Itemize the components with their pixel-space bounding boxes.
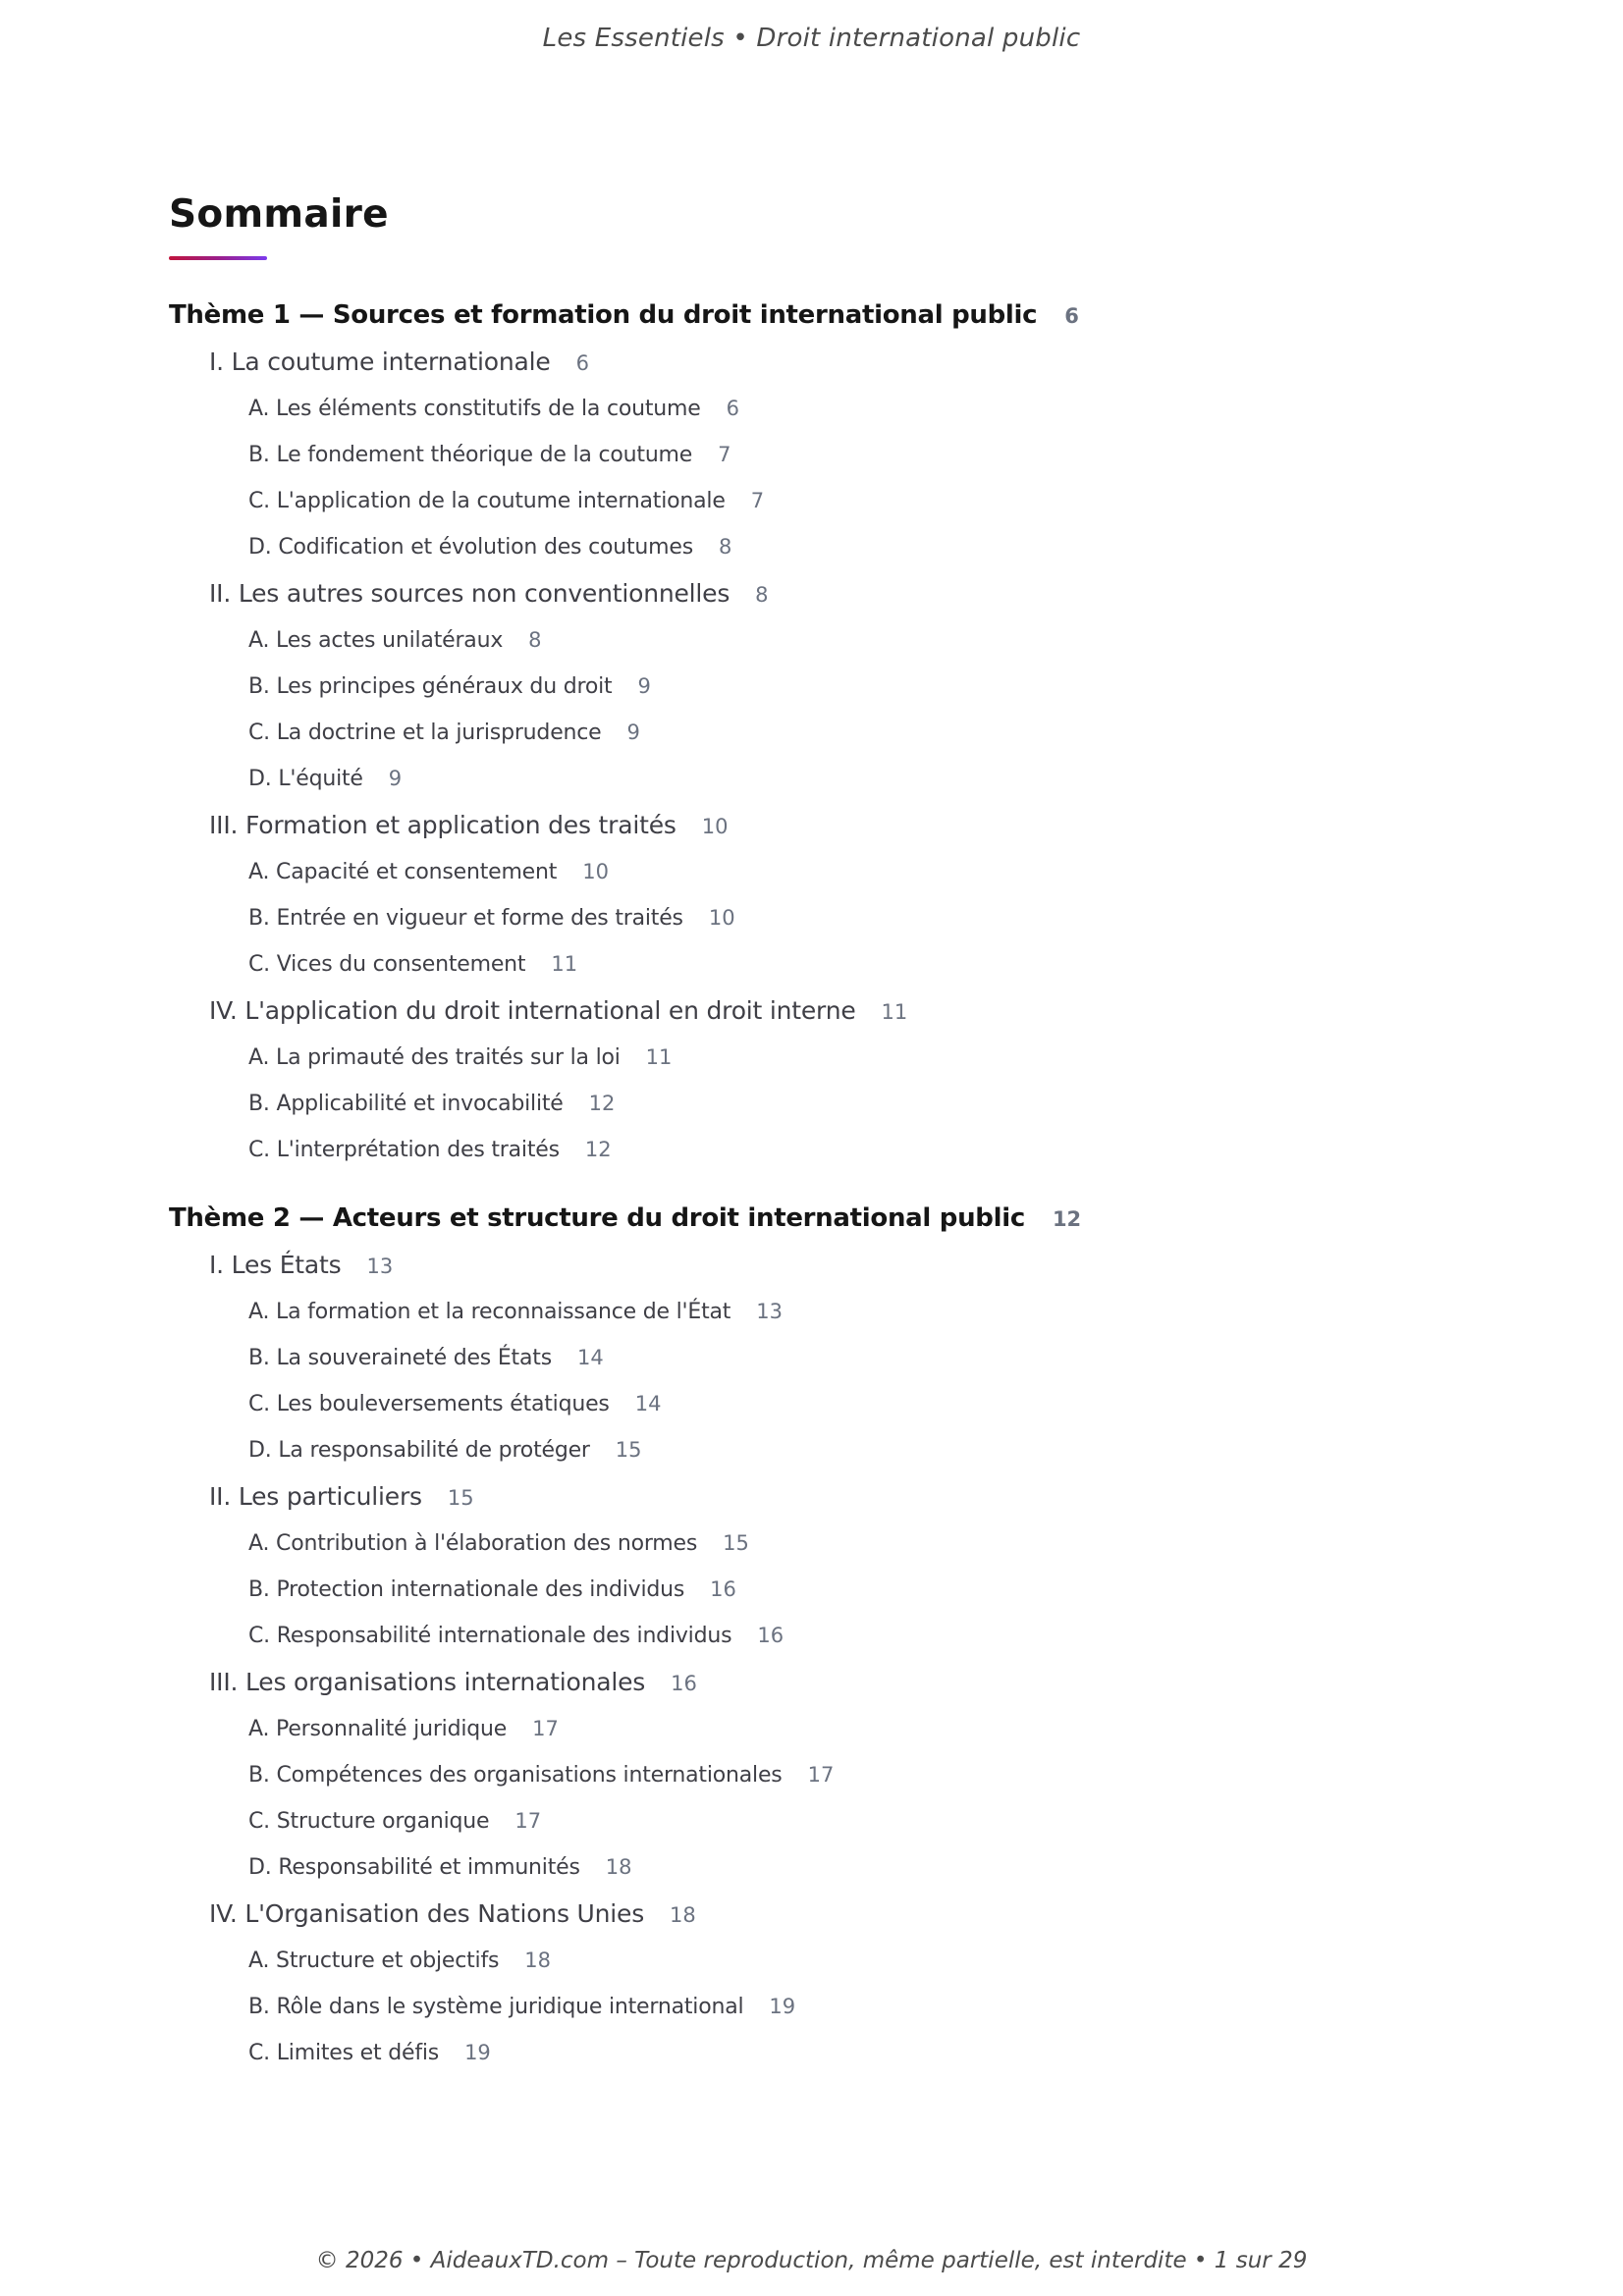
toc-section[interactable] [169, 1660, 1445, 1707]
toc-subsection-label: C. Vices du consentement [248, 952, 526, 977]
toc-theme-2[interactable] [169, 1203, 1445, 1243]
toc-theme-label: Thème 1 — Sources et formation du droit international public [169, 300, 1038, 330]
toc-subsection-label: B. Applicabilité et invocabilité [248, 1092, 564, 1116]
toc-subsection[interactable] [169, 1799, 1445, 1845]
toc-page-number: 6 [575, 351, 589, 375]
toc-page-number: 18 [670, 1903, 696, 1927]
toc-subsection-label: C. La doctrine et la jurisprudence [248, 721, 602, 745]
toc-subsection[interactable] [169, 1382, 1445, 1428]
toc-page-number: 14 [634, 1392, 662, 1415]
toc-page-number: 16 [757, 1624, 784, 1647]
toc-section-label: II. Les autres sources non conventionnelles [209, 579, 730, 608]
toc-subsection[interactable] [169, 479, 1445, 525]
toc-page-number: 14 [576, 1346, 604, 1369]
toc-page-number: 11 [645, 1045, 673, 1069]
toc-section[interactable] [169, 803, 1445, 850]
toc-page-number: 17 [514, 1809, 542, 1833]
toc-page-number: 6 [1064, 304, 1079, 328]
toc-subsection[interactable] [169, 1128, 1445, 1174]
toc-page-number: 19 [464, 2041, 491, 2064]
toc-subsection[interactable] [169, 757, 1445, 803]
toc-subsection[interactable] [169, 1753, 1445, 1799]
toc-subsection[interactable] [169, 1568, 1445, 1614]
toc-section-label: IV. L'application du droit international en droit interne [209, 996, 856, 1025]
toc-subsection[interactable] [169, 1036, 1445, 1082]
toc-subsection-label: B. Protection internationale des individus [248, 1577, 685, 1602]
toc-section[interactable] [169, 1474, 1445, 1522]
running-header: Les Essentiels • Droit international public [542, 24, 1081, 53]
toc-subsection[interactable] [169, 942, 1445, 988]
toc-page-number: 13 [366, 1255, 394, 1278]
toc-subsection-label: C. Limites et défis [248, 2041, 440, 2065]
toc-subsection[interactable] [169, 1939, 1445, 1985]
toc-subsection-label: A. Contribution à l'élaboration des normes [248, 1531, 698, 1556]
toc-section[interactable] [169, 340, 1445, 387]
toc-section-label: III. Formation et application des traités [209, 811, 676, 839]
toc-subsection[interactable] [169, 1522, 1445, 1568]
toc-subsection-label: A. La formation et la reconnaissance de l'État [248, 1300, 731, 1324]
toc-subsection-label: B. Entrée en vigueur et forme des traités [248, 906, 683, 931]
toc-section-label: III. Les organisations internationales [209, 1668, 646, 1696]
toc-page-number: 15 [723, 1531, 749, 1555]
toc-subsection-label: D. L'équité [248, 767, 363, 791]
table-of-contents [169, 300, 1445, 2077]
toc-subsection-label: B. Compétences des organisations internationales [248, 1763, 783, 1788]
toc-page-number: 9 [626, 721, 640, 744]
toc-subsection-label: A. Les éléments constitutifs de la coutume [248, 397, 701, 421]
toc-page-number: 19 [769, 1995, 796, 2018]
toc-theme-label: Thème 2 — Acteurs et structure du droit international public [169, 1203, 1025, 1233]
toc-page-number: 11 [551, 952, 578, 976]
toc-page-number: 13 [756, 1300, 783, 1323]
title-accent-underline [169, 256, 267, 260]
toc-subsection-label: B. Rôle dans le système juridique international [248, 1995, 744, 2019]
toc-page-number: 10 [582, 860, 609, 883]
toc-subsection-label: A. Capacité et consentement [248, 860, 558, 884]
toc-page-number: 18 [524, 1949, 551, 1972]
toc-subsection-label: A. Les actes unilatéraux [248, 628, 504, 653]
toc-section-label: I. La coutume internationale [209, 347, 551, 376]
toc-subsection[interactable] [169, 711, 1445, 757]
toc-page-number: 7 [718, 443, 731, 466]
toc-page-number: 6 [726, 397, 739, 420]
toc-subsection[interactable] [169, 2031, 1445, 2077]
toc-subsection[interactable] [169, 433, 1445, 479]
toc-subsection-label: D. Codification et évolution des coutumes [248, 535, 694, 560]
toc-section[interactable] [169, 1892, 1445, 1939]
toc-subsection[interactable] [169, 525, 1445, 571]
toc-section-label: IV. L'Organisation des Nations Unies [209, 1899, 645, 1928]
toc-subsection-label: B. Les principes généraux du droit [248, 674, 613, 699]
toc-page-number: 8 [719, 535, 732, 559]
toc-page-number: 17 [807, 1763, 835, 1787]
toc-page-number: 18 [605, 1855, 632, 1879]
toc-subsection-label: C. L'application de la coutume internationale [248, 489, 726, 513]
toc-page-number: 17 [532, 1717, 559, 1740]
toc-page-number: 10 [701, 815, 729, 838]
toc-subsection-label: A. Structure et objectifs [248, 1949, 500, 1973]
toc-subsection-label: C. Les bouleversements étatiques [248, 1392, 610, 1416]
toc-page-number: 12 [1052, 1207, 1082, 1231]
toc-subsection[interactable] [169, 1082, 1445, 1128]
toc-section[interactable] [169, 1243, 1445, 1290]
toc-subsection-label: C. Responsabilité internationale des individus [248, 1624, 732, 1648]
toc-page-number: 12 [584, 1138, 612, 1161]
toc-page-number: 9 [637, 674, 651, 698]
toc-subsection[interactable] [169, 618, 1445, 665]
toc-page-number: 7 [750, 489, 765, 512]
toc-subsection-label: A. La primauté des traités sur la loi [248, 1045, 621, 1070]
toc-page-number: 15 [615, 1438, 642, 1462]
toc-subsection[interactable] [169, 1985, 1445, 2031]
toc-subsection-label: B. Le fondement théorique de la coutume [248, 443, 693, 467]
toc-subsection[interactable] [169, 1614, 1445, 1660]
toc-subsection[interactable] [169, 665, 1445, 711]
toc-page-number: 8 [528, 628, 542, 652]
toc-page-number: 15 [447, 1486, 474, 1510]
toc-subsection[interactable] [169, 850, 1445, 896]
toc-subsection-label: D. La responsabilité de protéger [248, 1438, 590, 1463]
toc-page-number: 16 [710, 1577, 736, 1601]
toc-page-number: 12 [588, 1092, 616, 1115]
toc-section[interactable] [169, 988, 1445, 1036]
toc-subsection[interactable] [169, 1707, 1445, 1753]
toc-subsection[interactable] [169, 896, 1445, 942]
toc-section[interactable] [169, 571, 1445, 618]
toc-subsection[interactable] [169, 387, 1445, 433]
toc-subsection[interactable] [169, 1428, 1445, 1474]
toc-subsection[interactable] [169, 1290, 1445, 1336]
toc-page-number: 16 [671, 1672, 697, 1695]
page-title: Sommaire [169, 192, 389, 237]
toc-subsection-label: B. La souveraineté des États [248, 1346, 552, 1370]
toc-subsection-label: D. Responsabilité et immunités [248, 1855, 580, 1880]
toc-subsection[interactable] [169, 1845, 1445, 1892]
toc-subsection[interactable] [169, 1336, 1445, 1382]
toc-page-number: 10 [708, 906, 735, 930]
toc-subsection-label: C. Structure organique [248, 1809, 490, 1834]
toc-page-number: 8 [755, 583, 769, 607]
toc-section-label: I. Les États [209, 1251, 342, 1279]
toc-section-label: II. Les particuliers [209, 1482, 422, 1511]
toc-page-number: 9 [388, 767, 403, 790]
toc-subsection-label: A. Personnalité juridique [248, 1717, 508, 1741]
running-footer: © 2026 • AideauxTD.com – Toute reproduction, même partielle, est interdite • 1 sur 29 [315, 2248, 1308, 2273]
toc-page-number: 11 [881, 1000, 908, 1024]
toc-theme-1[interactable] [169, 300, 1445, 340]
toc-subsection-label: C. L'interprétation des traités [248, 1138, 560, 1162]
